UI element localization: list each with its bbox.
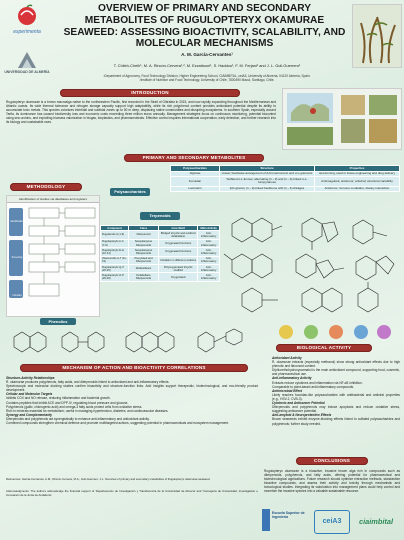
label-polysaccharides: Polysaccharides: [110, 188, 150, 196]
subheading-synergy: Synergy and Complementarity: [6, 412, 53, 417]
table-row: Rugulopteryls A-C (7-9) Sesquiterpene Diterpenoids Oxygenated functions Anti-inflammatory: [101, 239, 220, 247]
introduction-text: Rugulopteryx okamurae is a brown macroalga native to the northwestern Pacific, first recorded in the Strait of Gibraltar in 2015, and now rapidly expanding throughout the Mediterranean and Atlantic coasts. Its wide thermal tolerance and nitrogen storage capacity support high adaptability, while its rich polyphenol content provides antioxidant potential despite its ability to accumulate toxic metals. This species colonizes intertidal and subtidal zones up to 50 m deep, displacing native communities and disrupting ecosystems. In southern Spain, especially around Tarifa, its dominance has caused biodiversity loss and economic costs exceeding three million euros annually. Management strategies focus on continuous monitoring, potential biocontrol using sea urchins, and exploiting biomass valorization in biogas, bioplastics, and pharmaceuticals. Effective control requires international cooperation, early detection, and further research into its biology and sustainable uses.: [6, 100, 276, 125]
authors: T. Chileh-Chelh¹, M. A. Rincón-Cervera¹,², M. Ezzaitouni¹, S. Haddou¹, F. M. Ferjani¹ and J. L. Guil-Guerrero¹: [113, 63, 301, 68]
section-biological-activity: BIOLOGICAL ACTIVITY: [276, 344, 372, 352]
seaweed-header-image: [352, 4, 402, 68]
bioactivity-figure: [266, 322, 400, 342]
table-row: Rugulopteryls O-P (26-29) Dolabellane Diterpenoids Oxygenated Anti-inflammatory: [101, 273, 220, 281]
table-row: Rugulenols A (1-6) Diterpenoid Bridged tricyclic and oxidized dolabellane Anti-inflammatory: [101, 231, 220, 239]
table-row: Okamuroids A-T (11-19) Prenylated and Diterpenoids Oxidation in different positions Anti-inflammatory: [101, 256, 220, 264]
mechanism-text: Structure-Activity Relationships R. okamurae produces polyphenols, fatty acids, and diterpenoids linked to antioxidant and anti-inflammatory effects. Spectroscopic and molecular docking studies confirm bioactivity and structure-function links. Add insights support therapeutic, biotechnological, and eco-friendly product development. Cellular and Molecular Targets Inhibits COX and NO release, reducing inflammation and bacterial growth. Contains peptides that inhibit ACE and DPP-IV, regulating blood pressure and glucose. Polyphenols (gallic, chlorogenic acid) and omega-3 fatty acids protect cells from oxidative stress. Rich in minerals essential for metabolism; useful in managing hypertension, diabetes, and cardiovascular diseases. Synergy and Complementarity Diterpenoids and polyphenols act synergistically to enhance anti-inflammatory and antioxidant activity. Combined compounds strengthen chemical defense and promote multitargeted actions, suggesting potential in pharmaceuticals and ecosystem management.: [6, 376, 258, 426]
logo-experimenta: experimenta: [4, 4, 50, 40]
affiliation-2: ²Institute of Nutrition and Food Technology, University of Chile, 7830490 Macul, Santiago, Chile.: [139, 78, 275, 83]
affiliation-1: ¹Department of Agronomy, Food Technology Division, Higher Engineering School, CIAIMBITAL, ceiA3, University of Almería, 04120 Almería, Spain.: [103, 74, 311, 78]
distribution-figure: [282, 88, 402, 150]
label-phenolics: Phenolics: [40, 318, 76, 325]
terpenoid-structures: [222, 214, 398, 314]
section-methodology: METHODOLOGY: [10, 183, 82, 191]
prisma-flow-diagram: [6, 195, 100, 317]
table-row: Laminarin β-D-glucan; (1→3)-linked backbone with (1→6) linkages Antitumor; immune modulator; dietary interaction: [171, 186, 400, 192]
table-row: Rugulopteryls Q-X (20-25) Dolabellanes Polyoxygenated tricyclic scaffold Anti-inflammatory: [101, 265, 220, 273]
logo-university-almeria: UNIVERSIDAD DE ALMERÍA: [4, 50, 50, 82]
section-mechanism: MECHANISM OF ACTION AND BIOACTIVITY CORRELATIONS: [20, 364, 248, 372]
presenter: A. M. García-Cervantes¹: [181, 52, 233, 57]
section-introduction: INTRODUCTION: [60, 89, 240, 97]
terpenoids-table-wrap: [100, 225, 220, 282]
stage-included: Included: [12, 294, 22, 297]
section-metabolites: PRIMARY AND SECONDARY METABOLITES: [124, 154, 264, 162]
section-conclusions: CONCLUSIONS: [296, 457, 368, 465]
acknowledgments: Acknowledgments: The authors acknowledge the financial support of 'Departamento de Investigación y Transferencia de la Universidad de Almería' and 'Consejería de Universidad, Investigación e Innovación de la Junta de Andalucía'.: [6, 489, 258, 497]
stage-screening: Screening: [11, 256, 23, 259]
subheading-sar: Structure-Activity Relationships: [6, 376, 55, 380]
affiliations: [62, 74, 352, 82]
references: References: Garcia-Cervantes, A.M.; Rincon-Cervera, M.A.; Guil-Guerrero, J.L. Overview of primary and secondary metabolites of Rugulopteryx okamurae seaweed.: [6, 477, 211, 481]
stage-identification: Identification: [10, 220, 24, 223]
logo-escuela: Escuela Superior de Ingeniería: [262, 507, 310, 535]
label-terpenoids: Terpenoids: [140, 212, 180, 220]
table-row: Fucoidan Sulfated α-L-fucose; alternating (1→3) and (1→4)-linked α-L-fucopyranose Anticoagulant; antitumor; antiviral; structural variability: [171, 177, 400, 186]
polysaccharides-table: Polysaccharides Structure Properties Alginate Linear; blockwise arrangement of β-D-mannuronic and α-L-guluronic Gel-forming; used in tissue engineering and drug delivery Fucoidan Sulfated α-L-fucose; alternating (1→3) and (1→4)-linked α-L-fucopyranose Anticoagulant; antitumor; antiviral; structural variability Laminarin β-D-glucan; (1→3)-linked backbone with (1→6) linkages Antitumor; immune modulator; dietary interaction: [170, 165, 400, 192]
prisma-header: Identification of studies via databases and registers: [7, 196, 99, 203]
phenolic-structures: [6, 327, 258, 359]
biological-activity-text: Antioxidant Activity R. okamurae extracts (especially methanol) show strong antioxidant effects due to high phenolic and flavonoid content. Diphlorethohydroxycarmalol is the main antioxidant compound, supporting food, cosmetic, and pharmaceutical use. Anti-inflammatory Activity Extracts reduce cytokines and inflammation via NF-κB inhibition. Comparable to plant-based anti-inflammatory compounds. Antimicrobial Effect Likely reaches fucoidan-like polysaccharides with antibacterial and antiviral properties (e.g., HSV-2, CVB-3). Cytotoxic and Anticancer Potential Diterpenoids and polyphenols may induce apoptosis and reduce oxidative stress, suggesting anticancer potential. Anti-amyloid & Neuroprotective Effects Brown seaweeds exhibit enzyme-blocking effects linked to sulfated polysaccharides and polyphenols; further study needed.: [272, 356, 400, 426]
polysaccharides-table-wrap: [170, 165, 400, 192]
terpenoids-table: Compound Class Core Motif Main Activity Rugulenols A (1-6) Diterpenoid Bridged tricyclic and oxidized dolabellane Anti-inflammatory Rugulopteryls A-C (7-9) Sesquiterpene Diterpenoids Oxygenated functions Anti-inflammatory Rugulopteryls D-H (10-14) Sesquiterpene Diterpenoids Oxygenated functions Anti-inflammatory Okamuroids A-T (11-19) Prenylated and Diterpenoids Oxidation in different positions Anti-inflammatory Rugulopteryls Q-X (20-25) Dolabellanes Polyoxygenated tricyclic scaffold Anti-inflammatory Rugulopteryls O-P (26-29) Dolabellane Diterpenoids Oxygenated Anti-inflammatory: [100, 225, 220, 282]
table-row: Rugulopteryls D-H (10-14) Sesquiterpene Diterpenoids Oxygenated functions Anti-inflammatory: [101, 248, 220, 256]
conclusions-text: Rugulopteryx okamurae is a bioactive, invasive brown alga rich in compounds such as diterpenoids, polyphenols, and fatty acids, offering potential for pharmaceutical and biotechnological applications. Future research should optimize extraction methods, standardize bioactive compounds, and assess their activity and toxicity through mechanistic and toxicological studies. Integrating its valorization into management plans could help control and monetize the invasive species into a valuable sustainable resource.: [264, 469, 400, 494]
subheading-targets: Cellular and Molecular Targets: [6, 392, 53, 397]
logo-ceia3: ceiA3: [314, 510, 350, 534]
logo-ciaimbital: ciaimbital: [358, 517, 394, 526]
poster-title: OVERVIEW OF PRIMARY AND SECONDARY METABOLITES OF RUGULOPTERYX OKAMURAE SEAWEED: ASSESSING BIOACTIVITY, SCALABILITY, AND MOLECULAR MECHANISMS: [63, 3, 346, 50]
table-row: Alginate Linear; blockwise arrangement of β-D-mannuronic and α-L-guluronic Gel-forming; used in tissue engineering and drug delivery: [171, 171, 400, 177]
